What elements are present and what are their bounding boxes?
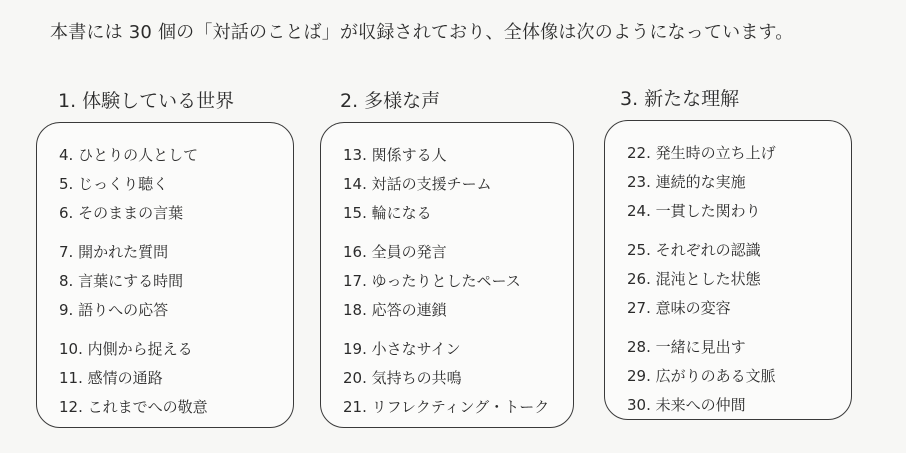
list-item: 27. 意味の変容 (627, 299, 731, 317)
list-item: 7. 開かれた質問 (59, 243, 169, 261)
item-group (343, 238, 573, 325)
list-item: 9. 語りへの応答 (59, 301, 169, 319)
intro-text: 本書には 30 個の「対話のことば」が収録されており、全体像は次のようになっています。 (50, 22, 794, 43)
item-group (59, 335, 293, 422)
list-item: 5. じっくり聴く (59, 175, 169, 193)
list-item: 26. 混沌とした状態 (627, 270, 761, 288)
list-item: 28. 一緒に見出す (627, 338, 746, 356)
item-group (59, 238, 293, 325)
list-item: 21. リフレクティング・トーク (343, 398, 550, 416)
list-item: 18. 応答の連鎖 (343, 301, 447, 319)
column-heading-experienced-world: 1. 体験している世界 (58, 90, 235, 112)
list-item: 30. 未来への仲間 (627, 396, 746, 414)
list-item: 29. 広がりのある文脈 (627, 367, 776, 385)
item-group (59, 141, 293, 228)
list-item: 12. これまでへの敬意 (59, 398, 208, 416)
list-item: 8. 言葉にする時間 (59, 272, 184, 290)
column-heading-diverse-voices: 2. 多様な声 (340, 90, 441, 112)
item-group (343, 141, 573, 228)
list-item: 13. 関係する人 (343, 146, 447, 164)
list-item: 25. それぞれの認識 (627, 241, 761, 259)
list-item: 15. 輪になる (343, 204, 432, 222)
item-group (627, 236, 851, 323)
list-item: 4. ひとりの人として (59, 146, 199, 164)
list-item: 24. 一貫した関わり (627, 202, 761, 220)
item-group (627, 333, 851, 420)
list-item: 23. 連続的な実施 (627, 173, 746, 191)
box-new-understanding (604, 120, 852, 420)
list-item: 14. 対話の支援チーム (343, 175, 492, 193)
box-experienced-world (36, 122, 294, 428)
item-group (627, 139, 851, 226)
list-item: 22. 発生時の立ち上げ (627, 144, 776, 162)
list-item: 6. そのままの言葉 (59, 204, 184, 222)
list-item: 11. 感情の通路 (59, 369, 163, 387)
item-group (343, 335, 573, 422)
list-item: 16. 全員の発言 (343, 243, 447, 261)
list-item: 10. 内側から捉える (59, 340, 193, 358)
box-diverse-voices (320, 122, 574, 428)
list-item: 19. 小さなサイン (343, 340, 461, 358)
column-heading-new-understanding: 3. 新たな理解 (620, 88, 740, 110)
list-item: 20. 気持ちの共鳴 (343, 369, 462, 387)
list-item: 17. ゆったりとしたペース (343, 272, 521, 290)
